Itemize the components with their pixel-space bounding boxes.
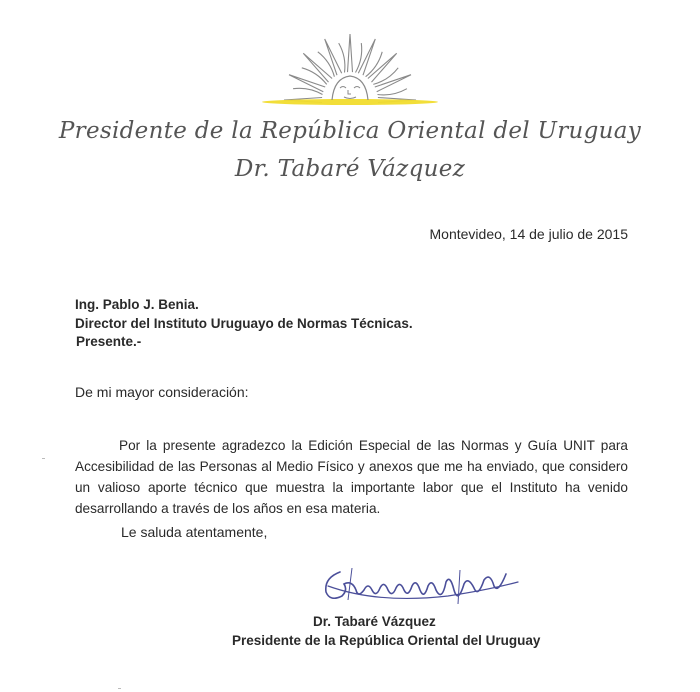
letterhead-name: Dr. Tabaré Vázquez [234,156,466,182]
recipient-name: Ing. Pablo J. Benia. [75,297,199,312]
signer-name: Dr. Tabaré Vázquez [313,614,436,629]
letter-body [75,435,628,519]
handwritten-signature [318,560,524,610]
letterhead-title: Presidente de la República Oriental del Uruguay [58,118,642,144]
letter-date: Montevideo, 14 de julio de 2015 [429,226,628,242]
sun-ray [303,53,332,82]
signer-title: Presidente de la República Oriental del Uruguay [232,633,541,648]
scan-speck [42,458,45,459]
salutation: De mi mayor consideración: [75,384,249,400]
scan-speck [118,688,121,689]
sun-ray [368,53,397,82]
recipient-title: Director del Instituto Uruguayo de Normas Técnicas. [75,315,413,331]
sun-emblem-icon [262,26,438,106]
body-paragraph: Por la presente agradezco la Edición Especial de las Normas y Guía UNIT para Accesibilidad de las Personas al Medio Físico y anexos que me ha enviado, que considero un valioso aporte técnico que muestra la importante labor que el Instituto ha venido desarrollando a través de los años en esa materia. [75,438,628,516]
recipient-block [75,296,413,352]
sun-ray [348,34,353,72]
closing-line: Le saluda atentamente, [121,524,268,540]
recipient-presente: Presente.- [76,334,142,349]
